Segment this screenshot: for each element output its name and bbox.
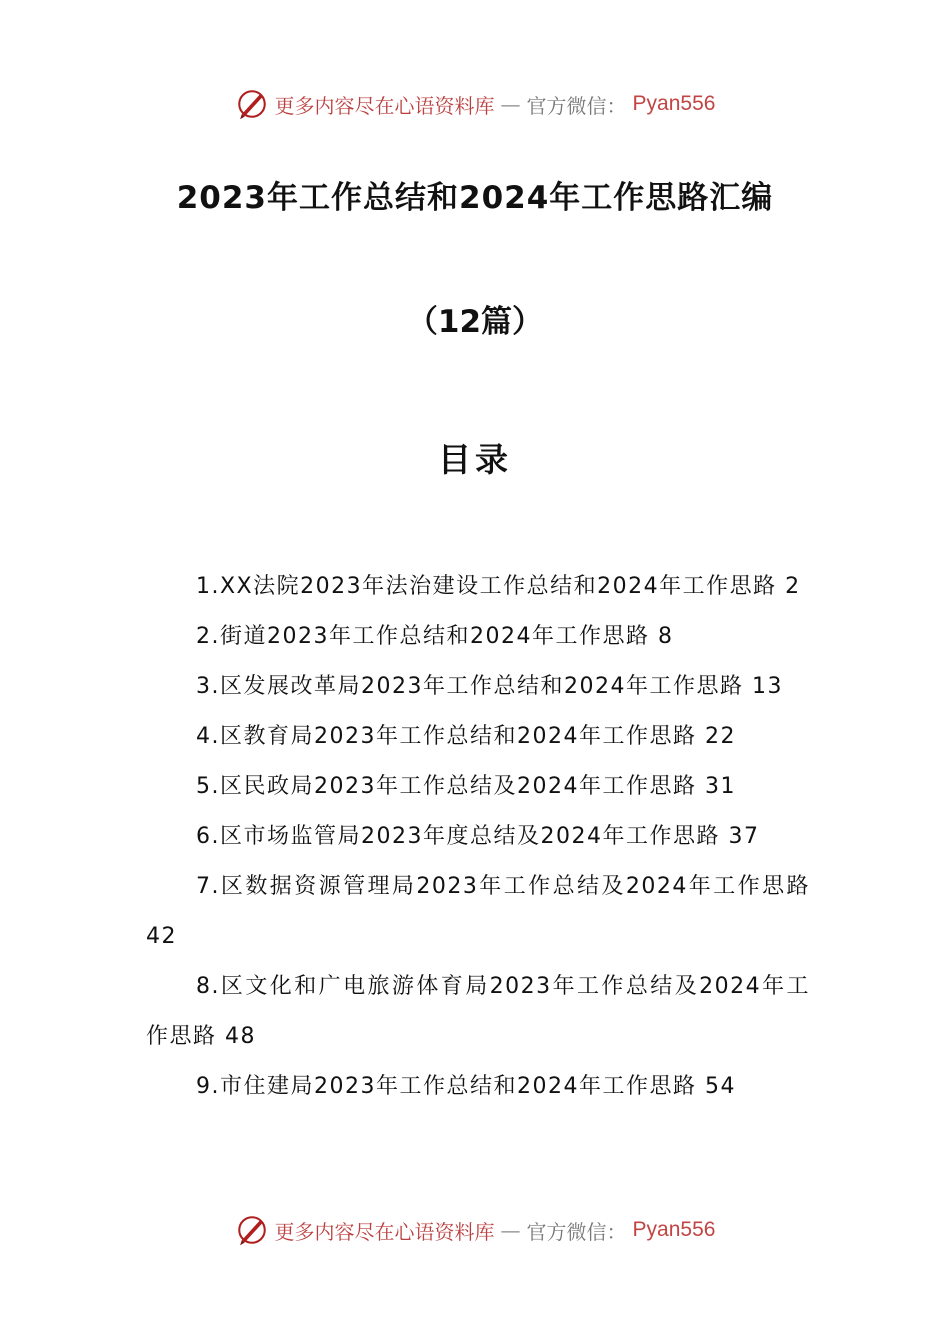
quill-pen-logo-icon [235, 1213, 269, 1247]
watermark-label: 官方微信： [526, 1219, 627, 1244]
toc-item[interactable]: 2.街道2023年工作总结和2024年工作思路 8 [196, 624, 674, 649]
table-of-contents [146, 562, 810, 1112]
watermark-dash: — [500, 1218, 521, 1242]
toc-item[interactable]: 4.区教育局2023年工作总结和2024年工作思路 22 [196, 724, 736, 749]
quill-pen-logo-icon [235, 87, 269, 121]
watermark-main-text: 更多内容尽在心语资料库 [274, 93, 495, 118]
watermark-wechat-id: Pyan556 [632, 92, 716, 115]
toc-item[interactable]: 1.XX法院2023年法治建设工作总结和2024年工作思路 2 [196, 574, 801, 599]
document-title: 2023年工作总结和2024年工作思路汇编 [176, 180, 774, 216]
watermark-label: 官方微信： [526, 93, 627, 118]
document-subtitle: （12篇） [406, 304, 544, 340]
watermark-wechat-id: Pyan556 [632, 1218, 716, 1241]
toc-heading: 目录 [438, 440, 512, 479]
toc-item[interactable]: 6.区市场监管局2023年度总结及2024年工作思路 37 [196, 824, 760, 849]
toc-item[interactable]: 3.区发展改革局2023年工作总结和2024年工作思路 13 [196, 674, 783, 699]
footer-watermark [0, 1210, 950, 1250]
header-watermark [0, 84, 950, 124]
watermark-main-text: 更多内容尽在心语资料库 [274, 1219, 495, 1244]
toc-item[interactable]: 8.区文化和广电旅游体育局2023年工作总结及2024年工作思路 48 [146, 974, 810, 1049]
toc-item[interactable]: 7.区数据资源管理局2023年工作总结及2024年工作思路 42 [146, 874, 810, 949]
watermark-dash: — [500, 92, 521, 116]
toc-item[interactable]: 9.市住建局2023年工作总结和2024年工作思路 54 [196, 1074, 736, 1099]
toc-item[interactable]: 5.区民政局2023年工作总结及2024年工作思路 31 [196, 774, 736, 799]
